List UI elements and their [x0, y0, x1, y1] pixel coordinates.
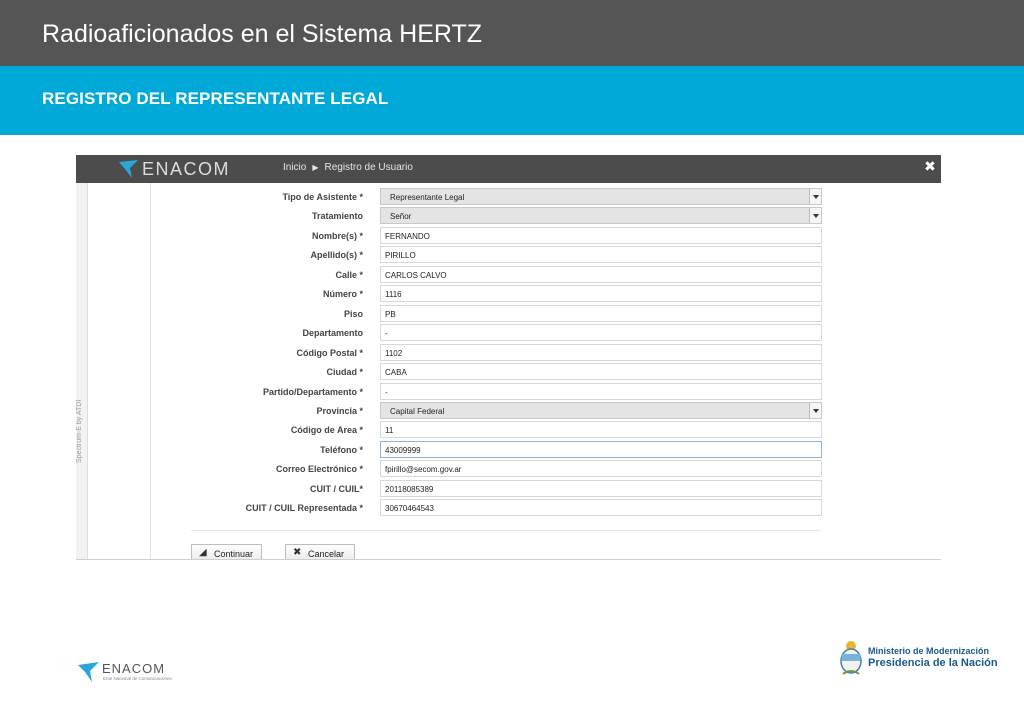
- ciudad-input[interactable]: CABA: [380, 363, 822, 380]
- tipo-asistente-select[interactable]: [380, 188, 822, 205]
- cuit-representada-input[interactable]: 30670464543: [380, 499, 822, 516]
- breadcrumb: [283, 162, 413, 173]
- ministry-name: Ministerio de Modernización: [868, 646, 990, 656]
- label-ciudad: Ciudad *: [326, 367, 363, 377]
- cancel-button-label: Cancelar: [308, 549, 345, 559]
- tratamiento-select[interactable]: [380, 207, 822, 224]
- enacom-logo-icon: [118, 160, 140, 178]
- piso-input[interactable]: PB: [380, 305, 822, 322]
- correo-input[interactable]: fpirillo@secom.gov.ar: [380, 460, 822, 477]
- send-icon: ◢: [199, 547, 207, 558]
- provincia-select[interactable]: [380, 402, 822, 419]
- side-watermark: Spectrum-E by ATDI: [76, 399, 83, 463]
- slide-top-bar: [0, 0, 1024, 66]
- label-correo: Correo Electrónico *: [275, 464, 363, 474]
- label-tratamiento: Tratamiento: [311, 211, 363, 221]
- ministry-footer-logo: [838, 640, 1008, 676]
- cuit-input[interactable]: 20118085389: [380, 480, 822, 497]
- breadcrumb-current: Registro de Usuario: [324, 162, 413, 173]
- departamento-input[interactable]: -: [380, 324, 822, 341]
- tratamiento-value: Señor: [390, 212, 412, 221]
- label-apellido: Apellido(s) *: [310, 250, 363, 260]
- coat-of-arms-icon: [838, 640, 864, 676]
- label-partido: Partido/Departamento *: [262, 387, 363, 397]
- app-screenshot: [76, 155, 941, 560]
- enacom-footer-word: ENACOM: [102, 661, 166, 676]
- tipo-asistente-value: Representante Legal: [390, 193, 465, 202]
- continue-button-label: Continuar: [214, 549, 254, 559]
- label-cuit: CUIT / CUIL*: [310, 484, 363, 494]
- cancel-button[interactable]: [285, 544, 355, 560]
- label-codigo-postal: Código Postal *: [296, 348, 363, 358]
- continue-button[interactable]: [191, 544, 262, 560]
- label-numero: Número *: [322, 289, 363, 299]
- nombre-input[interactable]: FERNANDO: [380, 227, 822, 244]
- slide-subtitle-bar: [0, 66, 1024, 135]
- chevron-down-icon[interactable]: [809, 208, 821, 223]
- codigo-postal-input[interactable]: 1102: [380, 344, 822, 361]
- breadcrumb-arrow-icon: ▶: [312, 163, 319, 172]
- label-codigo-area: Código de Area *: [290, 425, 363, 435]
- close-icon[interactable]: ✖: [924, 158, 936, 174]
- slide-title: Radioaficionados en el Sistema HERTZ: [42, 20, 483, 48]
- partido-input[interactable]: -: [380, 383, 822, 400]
- label-piso: Piso: [343, 309, 363, 319]
- enacom-footer-logo: [78, 660, 198, 686]
- slide-subtitle: REGISTRO DEL REPRESENTANTE LEGAL: [42, 89, 389, 108]
- codigo-area-input[interactable]: 11: [380, 421, 822, 438]
- app-header-bar: [76, 155, 941, 183]
- numero-input[interactable]: 1116: [380, 285, 822, 302]
- label-cuit-representada: CUIT / CUIL Representada *: [245, 503, 363, 513]
- enacom-logo-icon: [78, 662, 100, 682]
- close-icon: ✖: [293, 547, 302, 558]
- chevron-down-icon[interactable]: [809, 403, 821, 418]
- chevron-down-icon[interactable]: [809, 189, 821, 204]
- label-departamento: Departamento: [302, 328, 363, 338]
- enacom-footer-tagline: Ente Nacional de Comunicaciones: [103, 676, 172, 681]
- label-telefono: Teléfono *: [320, 445, 363, 455]
- form-divider: [191, 530, 821, 531]
- label-nombre: Nombre(s) *: [311, 231, 363, 241]
- label-provincia: Provincia *: [316, 406, 363, 416]
- calle-input[interactable]: CARLOS CALVO: [380, 266, 822, 283]
- apellido-input[interactable]: PIRILLO: [380, 246, 822, 263]
- app-brand: ENACOM: [142, 159, 231, 179]
- label-calle: Calle *: [335, 270, 363, 280]
- telefono-input[interactable]: 43009999: [380, 441, 822, 458]
- provincia-value: Capital Federal: [390, 407, 445, 416]
- left-side-panel: [76, 183, 88, 560]
- label-tipo-asistente: Tipo de Asistente *: [282, 192, 363, 202]
- breadcrumb-home-link[interactable]: Inicio: [283, 162, 307, 173]
- presidency-name: Presidencia de la Nación: [868, 657, 998, 669]
